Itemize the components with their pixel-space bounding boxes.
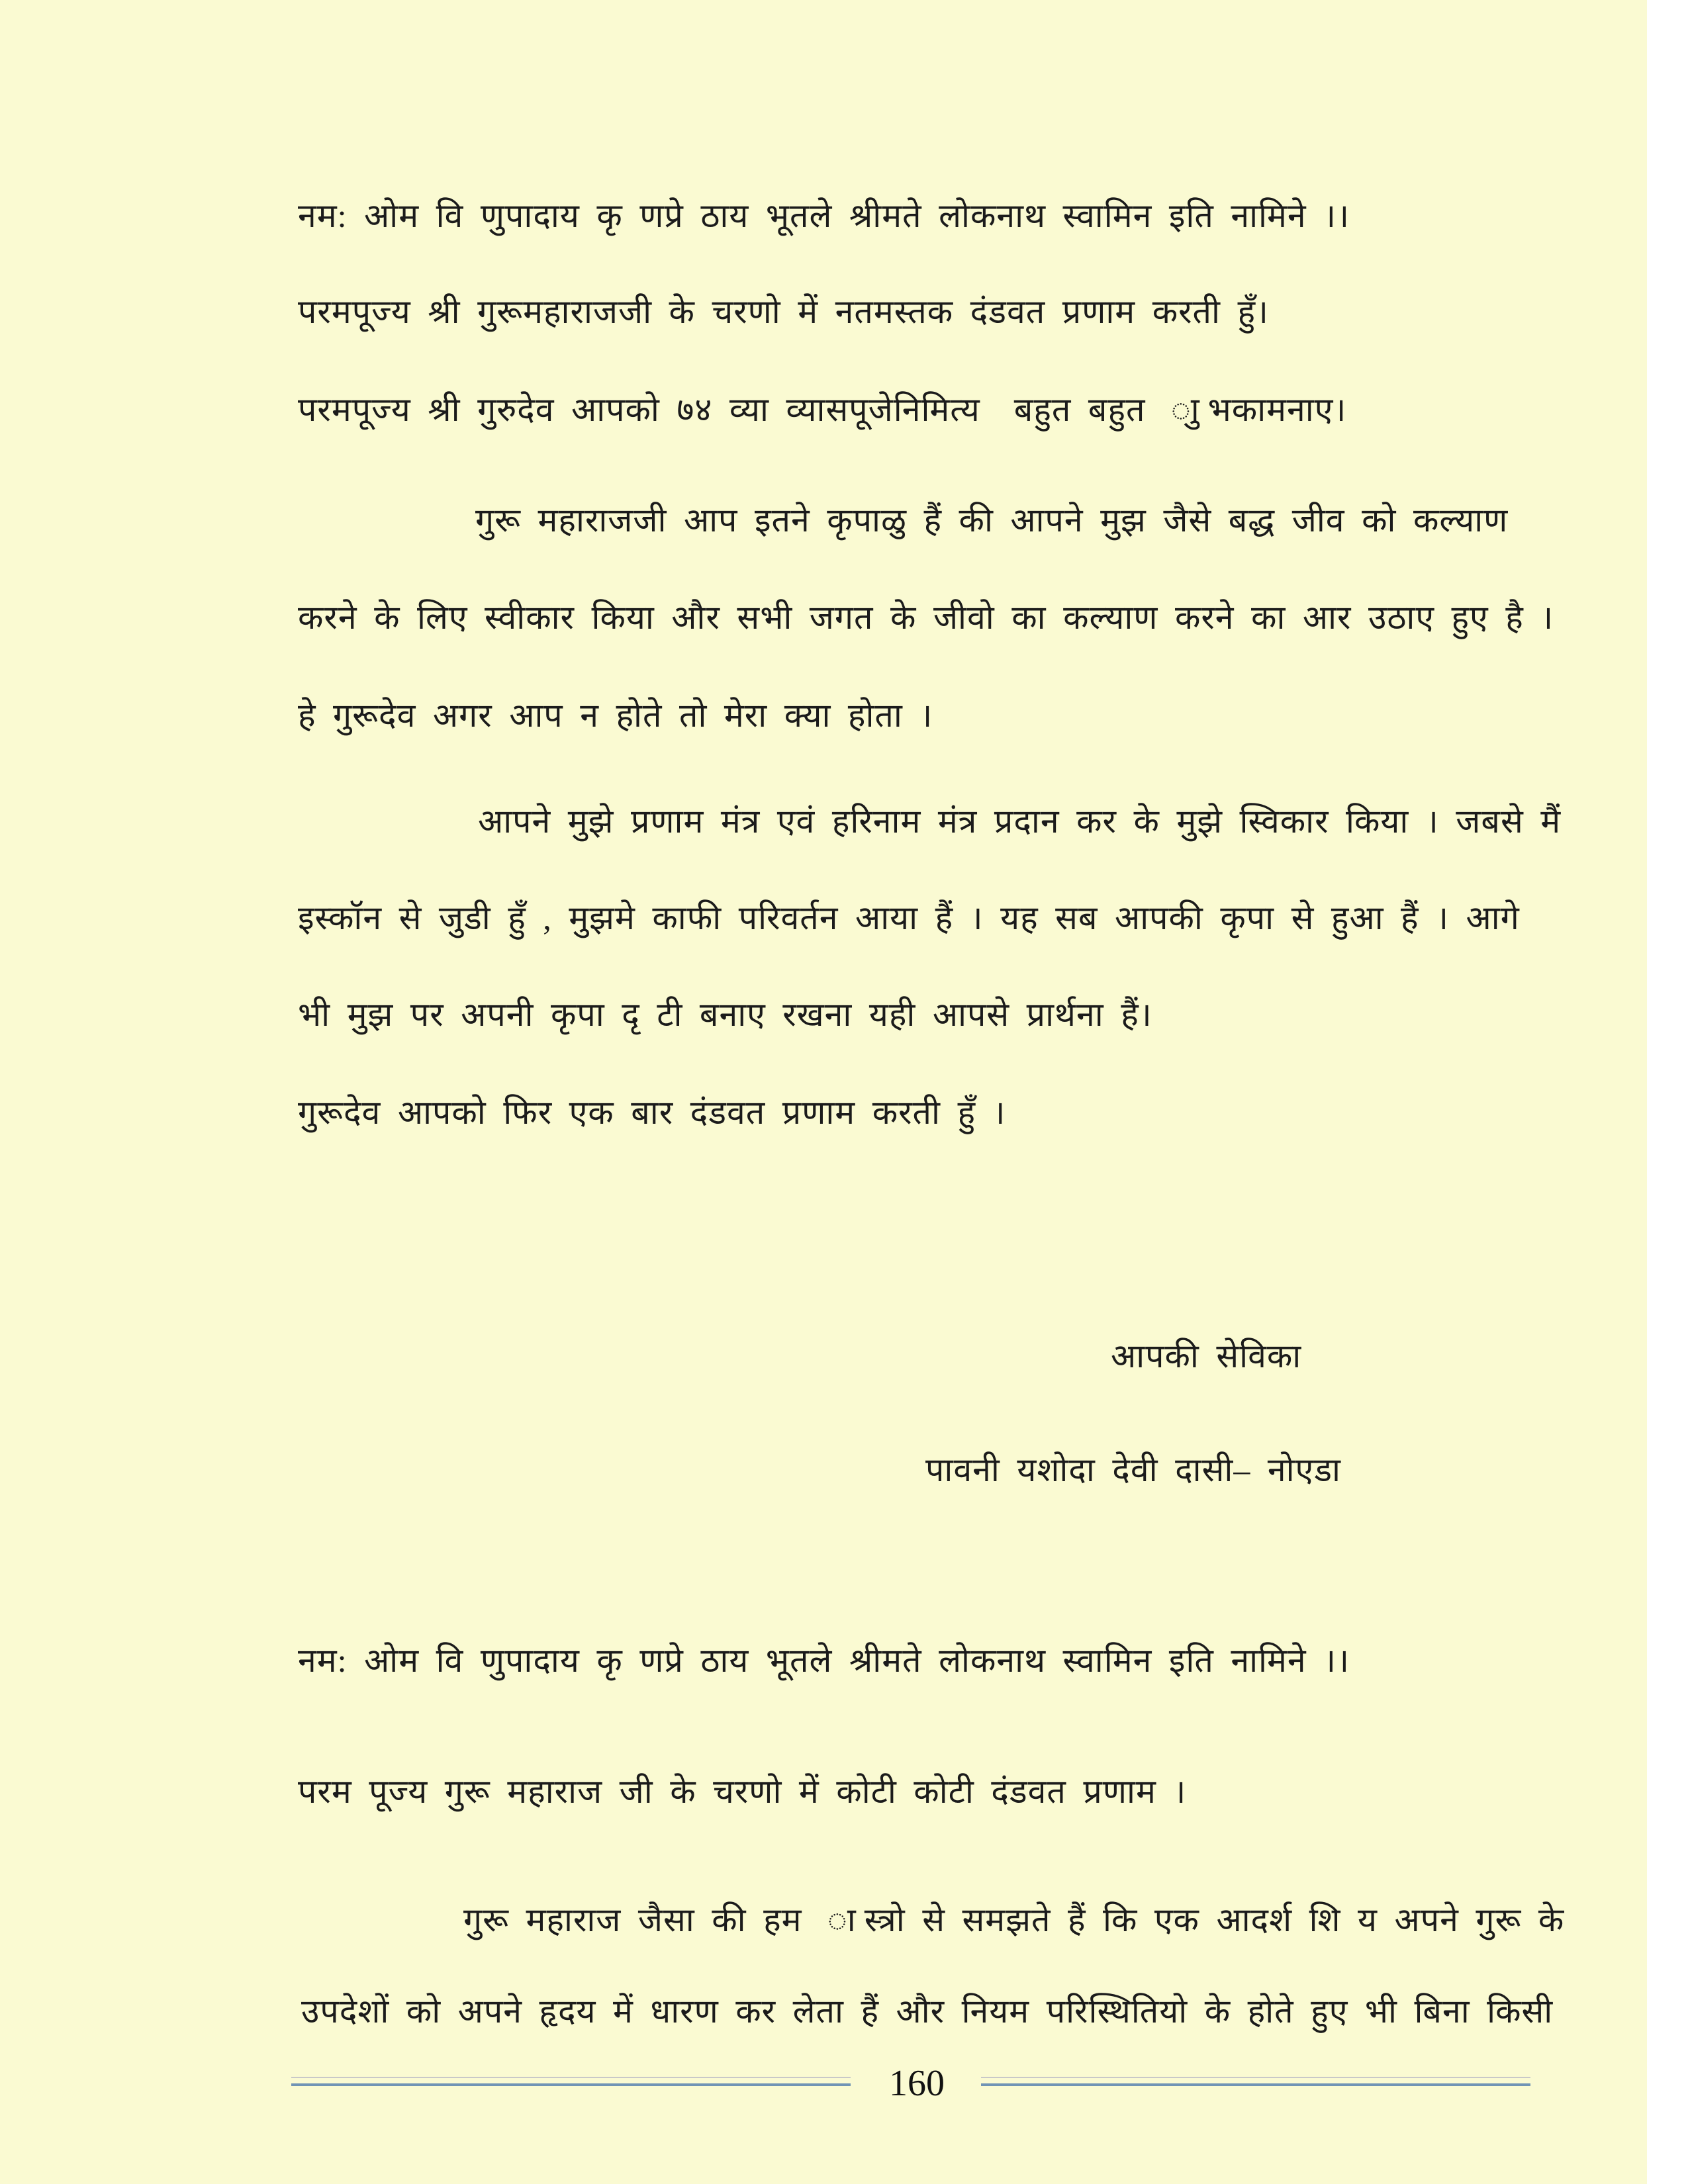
letter1-paragraph2-line1: आपने मुझे प्रणाम मंत्र एवं हरिनाम मंत्र प्रदान कर के मुझे स्विकार किया । जबसे मैं <box>478 803 1562 840</box>
page-number: 160 <box>889 2063 945 2104</box>
scan-edge-strip <box>1647 0 1688 2184</box>
letter1-paragraph2-line3: भी मुझ पर अपनी कृपा दृ टी बनाए रखना यही आपसे प्रार्थना हैं। <box>298 996 1152 1033</box>
letter1-paragraph2-line2: इस्कॉन से जुडी हुँ , मुझमे काफी परिवर्तन आया हैं । यह सब आपकी कृपा से हुआ हैं । आगे <box>298 899 1520 936</box>
letter1-signature-name: पावनी यशोदा देवी दासी– नोएडा <box>925 1451 1341 1488</box>
letter1-pranam-line: परमपूज्य श्री गुरूमहाराजजी के चरणो में नतमस्तक दंडवत प्रणाम करती हुँ। <box>298 293 1269 330</box>
footer-rule-left <box>291 2077 851 2086</box>
letter1-paragraph1-line3: हे गुरूदेव अगर आप न होते तो मेरा क्या होता । <box>298 697 933 734</box>
letter1-paragraph1-line2: करने के लिए स्वीकार किया और सभी जगत के जीवो का कल्याण करने का आर उठाए हुए है । <box>298 599 1554 636</box>
letter2-paragraph1-line1: गुरू महाराज जैसा की हम ास्त्रो से समझते हैं कि एक आदर्श शि य अपने गुरू के <box>463 1901 1565 1938</box>
letter1-signature-role: आपकी सेविका <box>1111 1338 1302 1375</box>
letter2-paragraph1-line2: उपदेशों को अपने हृदय में धारण कर लेता हैं और नियम परिस्थितियो के होते हुए भी बिना किसी <box>301 1993 1554 2030</box>
letter2-invocation-line: नम: ओम वि णुपादाय कृ णप्रे ठाय भूतले श्रीमते लोकनाथ स्वामिन इति नामिने ।। <box>298 1642 1350 1679</box>
footer-rule-right <box>981 2077 1530 2086</box>
letter1-paragraph1-line1: गुरू महाराजजी आप इतने कृपाळु हैं की आपने मुझ जैसे बद्ध जीव को कल्याण <box>475 502 1509 539</box>
letter1-greeting-line: परमपूज्य श्री गुरुदेव आपको ७४ व्या व्यासपूजेनिमित्य बहुत बहुत ाुभकामनाए। <box>298 391 1347 428</box>
letter2-pranam-line: परम पूज्य गुरू महाराज जी के चरणो में कोटी कोटी दंडवत प्रणाम । <box>298 1773 1187 1810</box>
letter1-closing-line: गुरूदेव आपको फिर एक बार दंडवत प्रणाम करती हुँ । <box>298 1094 1006 1131</box>
letter1-invocation-line: नम: ओम वि णुपादाय कृ णप्रे ठाय भूतले श्रीमते लोकनाथ स्वामिन इति नामिने ।। <box>298 197 1350 234</box>
